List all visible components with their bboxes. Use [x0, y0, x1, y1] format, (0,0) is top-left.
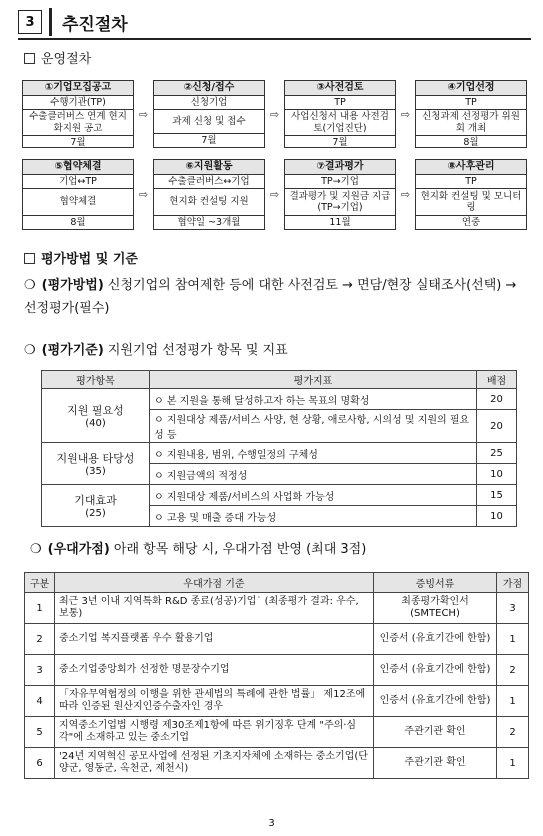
process-step-time: 연중 [461, 216, 481, 228]
table-row [42, 389, 517, 410]
checkbox-square-icon [24, 253, 35, 264]
bonus-no: 3 [25, 655, 55, 686]
page-number: 3 [268, 818, 275, 829]
table-row [42, 485, 517, 506]
criteria-indicator: ㅇ 본 지원을 통해 달성하고자 하는 목표의 명확성 [150, 389, 477, 410]
bonus-score: 2 [497, 655, 529, 686]
process-step-desc: 사업신청서 내용 사전검토(기업진단) [285, 110, 395, 136]
criteria-item-points: (40) [85, 418, 106, 429]
procedure-heading-text: 운영절차 [41, 52, 92, 67]
process-step-time: 7월 [201, 134, 217, 146]
process-step-org: TP [285, 96, 395, 110]
process-step-time: 협약일 ~3개월 [177, 216, 241, 228]
process-step-org: TP→기업 [285, 175, 395, 189]
section-divider [49, 8, 52, 36]
process-step-desc: 결과평가 및 지원금 지급(TP→기업) [285, 189, 395, 215]
bonus-header-score: 가점 [497, 573, 529, 593]
bonus-score: 1 [497, 624, 529, 655]
process-step-title: ④기업선정 [416, 81, 526, 96]
bonus-header-doc: 증빙서류 [374, 573, 497, 593]
bonus-score: 3 [497, 593, 529, 624]
section-title: 추진절차 [62, 15, 128, 35]
bullet-bonus-label: (우대가점) [47, 542, 110, 557]
bonus-no: 4 [25, 686, 55, 717]
right-arrow-icon: ⇨ [269, 107, 280, 121]
table-row [42, 443, 517, 464]
process-step-title: ②신청/접수 [154, 81, 264, 96]
evaluation-heading [24, 248, 138, 267]
process-step-org: 수출클러버스↔기업 [154, 175, 264, 189]
criteria-indicator: ㅇ 지원내용, 범위, 수행일정의 구체성 [150, 443, 477, 464]
criteria-score: 15 [477, 485, 517, 506]
process-step-org: 신청기업 [154, 96, 264, 110]
bullet-criteria-text: 지원기업 선정평가 항목 및 지표 [103, 343, 288, 358]
criteria-header-indicator: 평가지표 [150, 371, 477, 389]
right-arrow-icon: ⇨ [138, 107, 149, 121]
process-step-time: 8월 [70, 216, 86, 228]
process-step-title: ①기업모집공고 [23, 81, 133, 96]
criteria-item-points: (25) [85, 508, 106, 519]
bullet-method [24, 274, 529, 320]
checkbox-square-icon [24, 53, 35, 64]
criteria-score: 20 [477, 389, 517, 410]
process-step-title: ⑥지원활동 [154, 160, 264, 175]
process-step-org: TP [416, 96, 526, 110]
criteria-indicator: ㅇ 고용 및 매출 증대 가능성 [150, 506, 477, 527]
bonus-no: 1 [25, 593, 55, 624]
process-step-org: TP [416, 175, 526, 189]
table-row [25, 655, 529, 686]
bonus-doc: 인증서 (유효기간에 한함) [374, 655, 497, 686]
process-step [22, 80, 134, 148]
process-step-desc: 수출클러버스 연계 현지화지원 공고 [23, 110, 133, 136]
procedure-heading [24, 48, 91, 67]
bonus-criteria: 「자유무역협정의 이행을 위한 관세법의 특례에 관한 법률」 제12조에 따라 인증된 원산지인증수출자인 경우 [55, 686, 374, 717]
process-step [22, 159, 134, 230]
process-step-desc: 협약체결 [23, 189, 133, 215]
table-row [25, 717, 529, 748]
process-step [153, 159, 265, 230]
table-row [25, 593, 529, 624]
procedure-flow-row-2 [22, 159, 527, 230]
bonus-doc: 최종평가확인서(SMTECH) [374, 593, 497, 624]
process-step-desc: 과제 신청 및 접수 [154, 110, 264, 133]
right-arrow-icon: ⇨ [138, 188, 149, 201]
circle-bullet-icon: ❍ [30, 542, 42, 557]
bonus-doc: 인증서 (유효기간에 한함) [374, 686, 497, 717]
bonus-criteria: 중소기업 복지플랫폼 우수 활용기업 [55, 624, 374, 655]
criteria-item-cell [42, 485, 150, 527]
bonus-no: 5 [25, 717, 55, 748]
evaluation-heading-text: 평가방법 및 기준 [41, 252, 138, 267]
section-number: 3 [18, 10, 42, 34]
bonus-doc: 주관기관 확인 [374, 717, 497, 748]
process-step-desc: 현지화 컨설팅 지원 [154, 189, 264, 215]
criteria-item: 지원 필요성 [67, 404, 124, 417]
criteria-table [41, 370, 517, 527]
bullet-criteria-label: (평가기준) [41, 343, 104, 358]
bonus-criteria: 중소기업중앙회가 선정한 명문장수기업 [55, 655, 374, 686]
criteria-score: 25 [477, 443, 517, 464]
section-underline [18, 38, 531, 40]
process-step-title: ⑧사후관리 [416, 160, 526, 175]
bonus-score: 1 [497, 748, 529, 779]
bullet-criteria [24, 339, 529, 362]
bonus-score: 2 [497, 717, 529, 748]
criteria-item: 기대효과 [74, 494, 117, 507]
process-step-title: ③사전검토 [285, 81, 395, 96]
criteria-item-points: (35) [85, 466, 106, 477]
bonus-doc: 주관기관 확인 [374, 748, 497, 779]
table-row [25, 624, 529, 655]
bonus-score: 1 [497, 686, 529, 717]
bonus-criteria: 최근 3년 이내 지역특화 R&D 종료(성공)기업˙ (최종평가 결과: 우수, 보통) [55, 593, 374, 624]
process-step-title: ⑤협약체결 [23, 160, 133, 175]
criteria-indicator: ㅇ 지원금액의 적정성 [150, 464, 477, 485]
criteria-item: 지원내용 타당성 [56, 452, 135, 465]
process-step-org: 수행기관(TP) [23, 96, 133, 110]
right-arrow-icon: ⇨ [400, 188, 411, 201]
criteria-item-cell [42, 389, 150, 443]
process-step-org: 기업↔TP [23, 175, 133, 189]
bullet-method-text: 신청기업의 참여제한 등에 대한 사전검토 → 면담/현장 실태조사(선택) → 선정평가(필수) [24, 278, 517, 316]
criteria-score: 10 [477, 506, 517, 527]
right-arrow-icon: ⇨ [269, 188, 280, 201]
process-step-desc: 현지화 컨설팅 및 모니터링 [416, 189, 526, 215]
process-step-title: ⑦결과평가 [285, 160, 395, 175]
criteria-header-score: 배점 [477, 371, 517, 389]
process-step [415, 159, 527, 230]
criteria-indicator: ㅇ 지원대상 제품/서비스 사양, 현 상황, 애로사항, 시의성 및 지원의 필요성 등 [150, 410, 477, 443]
bonus-no: 6 [25, 748, 55, 779]
criteria-item-cell [42, 443, 150, 485]
process-step [415, 80, 527, 148]
process-step-time: 11월 [329, 216, 351, 228]
bonus-header-criteria: 우대가점 기준 [55, 573, 374, 593]
process-step-time: 7월 [70, 137, 86, 149]
bullet-method-label: (평가방법) [41, 278, 104, 293]
table-row [25, 748, 529, 779]
criteria-header-item: 평가항목 [42, 371, 150, 389]
criteria-indicator: ㅇ 지원대상 제품/서비스의 사업화 가능성 [150, 485, 477, 506]
criteria-score: 20 [477, 410, 517, 443]
bonus-table [24, 572, 529, 779]
process-step [284, 159, 396, 230]
bullet-bonus-text: 아래 항목 해당 시, 우대가점 반영 (최대 3점) [109, 542, 367, 557]
process-step-time: 7월 [332, 137, 348, 149]
bonus-doc: 인증서 (유효기간에 한함) [374, 624, 497, 655]
bonus-no: 2 [25, 624, 55, 655]
process-step [284, 80, 396, 148]
bullet-bonus [30, 538, 535, 561]
process-step-time: 8월 [463, 137, 479, 149]
procedure-flow-row-1 [22, 80, 527, 148]
criteria-score: 10 [477, 464, 517, 485]
bonus-header-no: 구분 [25, 573, 55, 593]
bonus-criteria: 지역중소기업법 시행령 제30조제1항에 따른 위기징후 단계 "주의·심각"에 소재하고 있는 중소기업 [55, 717, 374, 748]
table-row [25, 686, 529, 717]
right-arrow-icon: ⇨ [400, 107, 411, 121]
process-step-desc: 신청과제 선정평가 위원회 개최 [416, 110, 526, 136]
circle-bullet-icon: ❍ [24, 343, 36, 358]
circle-bullet-icon: ❍ [24, 278, 36, 293]
process-step [153, 80, 265, 148]
bonus-criteria: '24년 지역혁신 공모사업에 선정된 기초지자체에 소재하는 중소기업(단양군, 영동군, 옥천군, 제천시) [55, 748, 374, 779]
